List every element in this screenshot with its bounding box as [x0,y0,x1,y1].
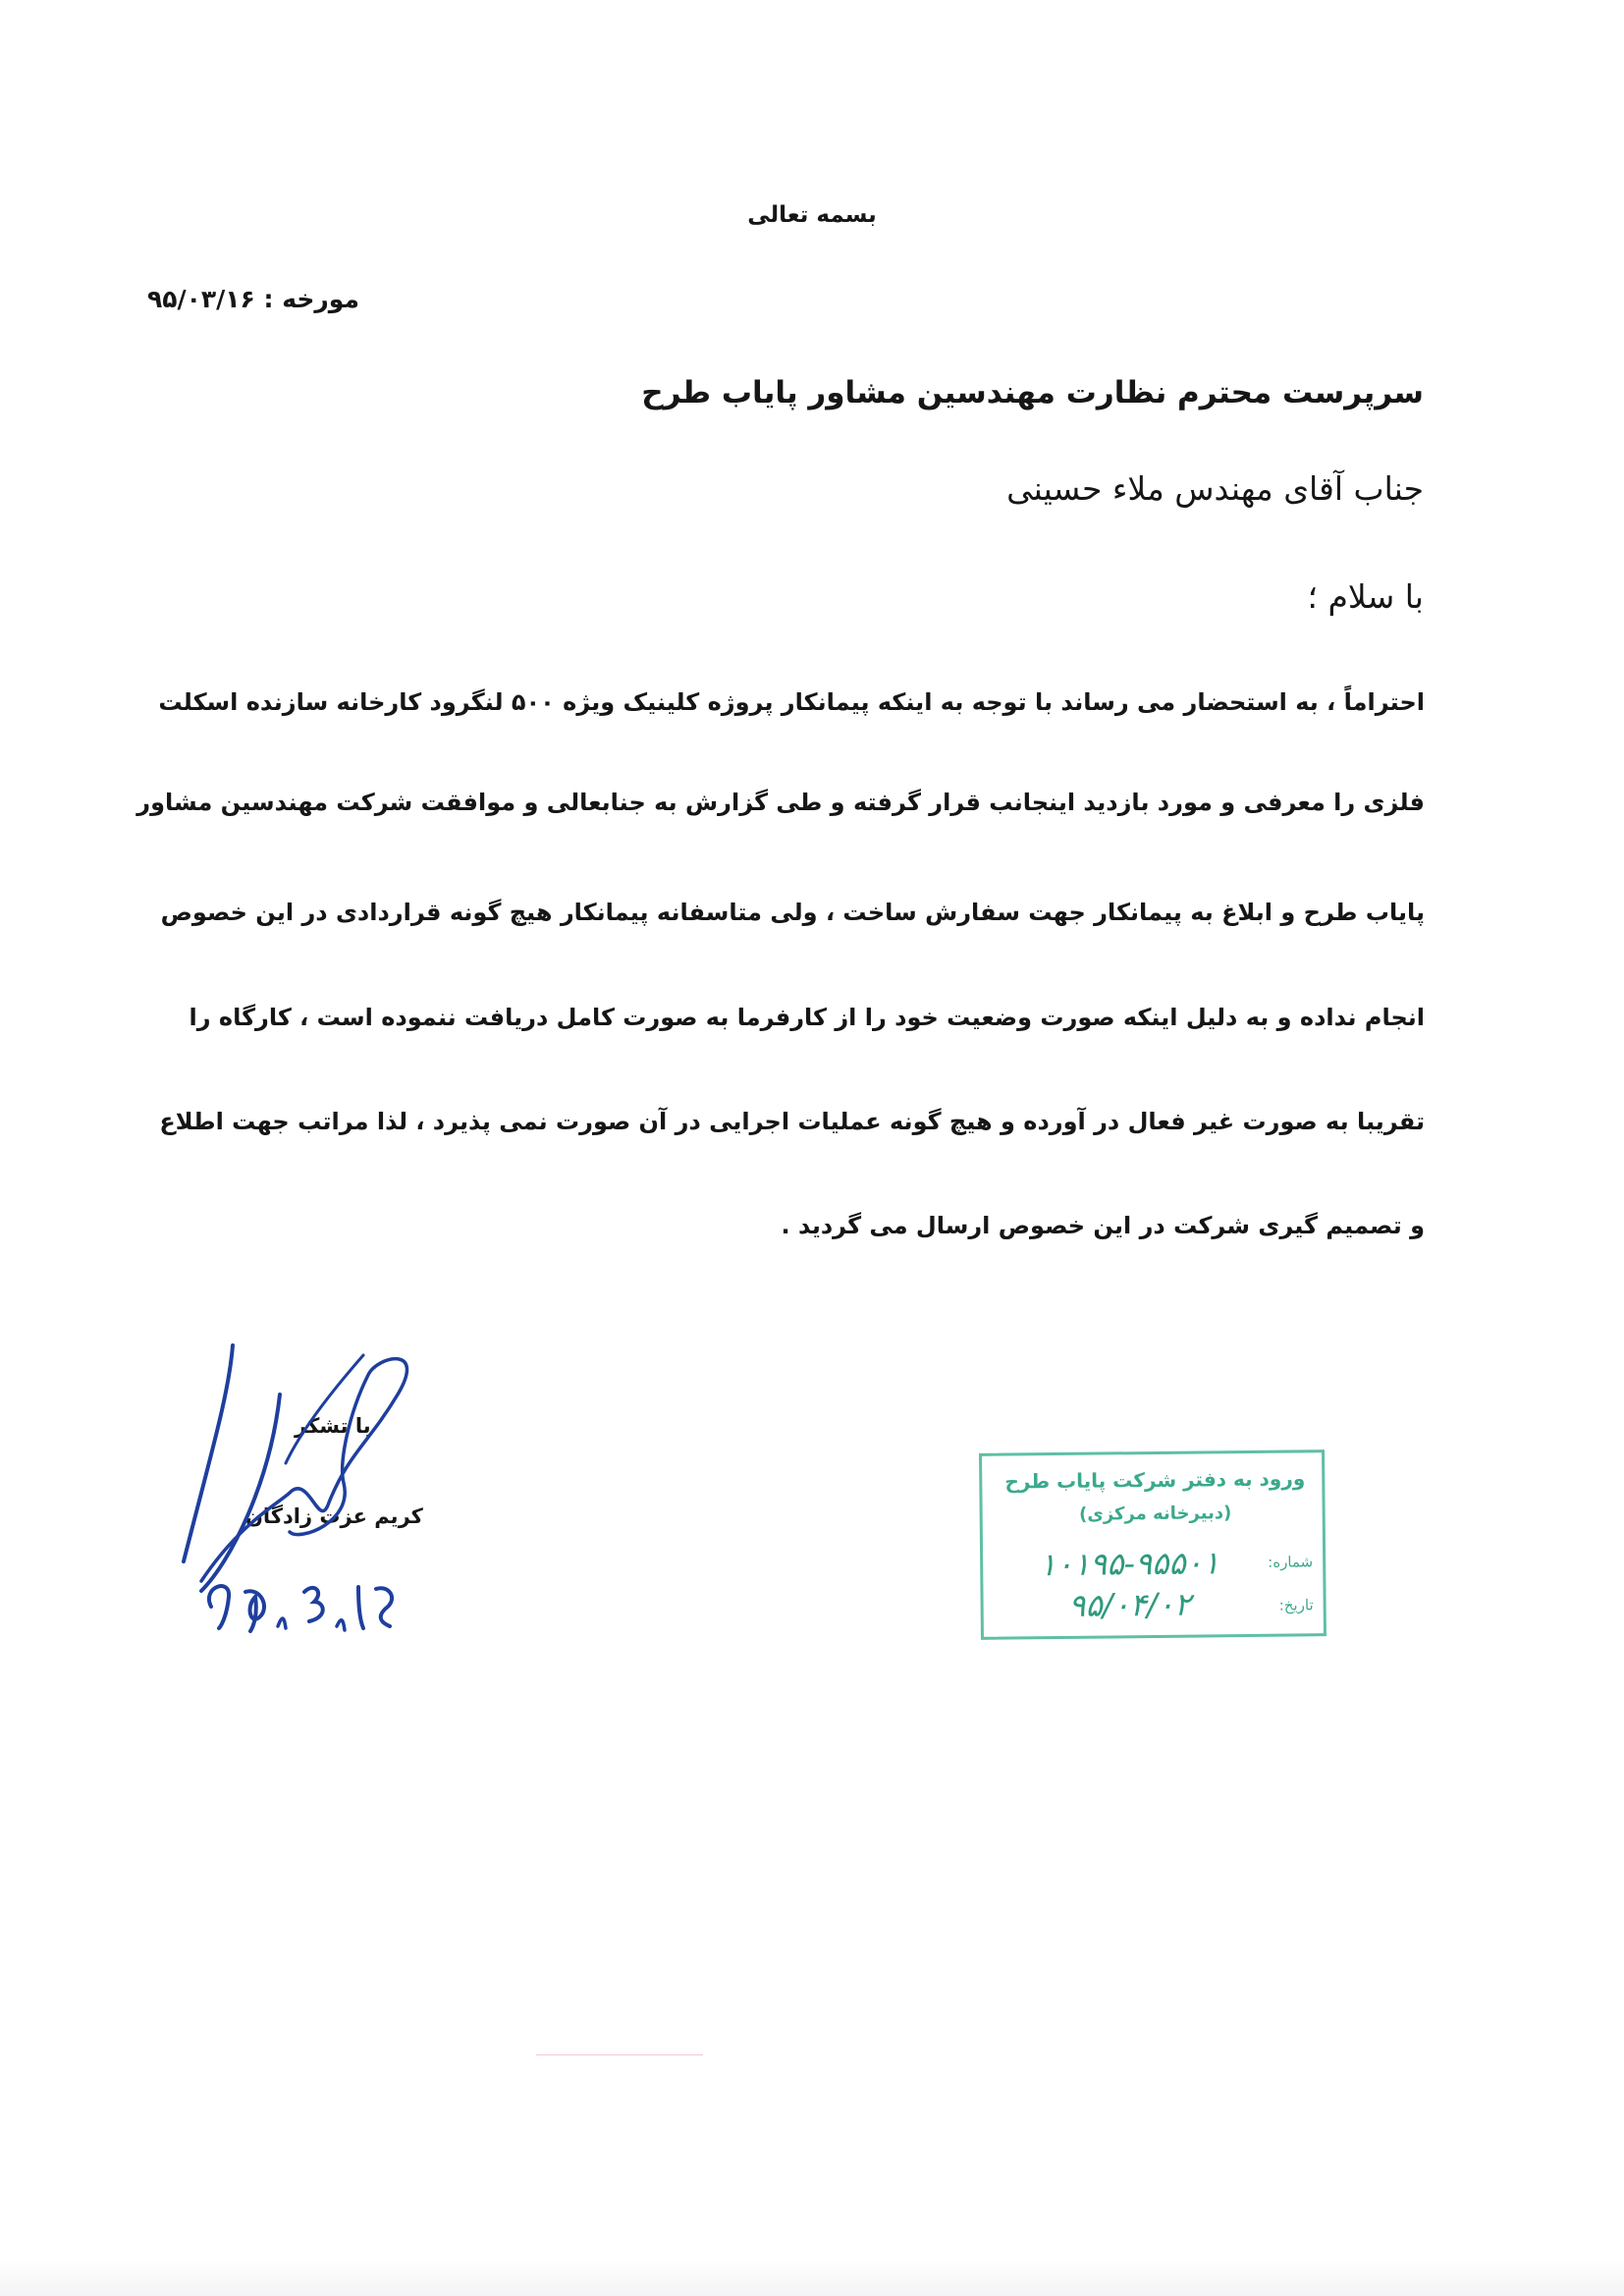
recipient-title: سرپرست محترم نظارت مهندسین مشاور پایاب طرح [641,375,1424,410]
stamp-date-label: تاریخ: [1278,1596,1314,1614]
handwritten-date-mark [201,1567,407,1636]
body-line: فلزی را معرفی و مورد بازدید اینجانب قرار گرفته و طی گزارش به جنابعالی و موافقت شرکت مهندسین مشاور [136,789,1425,816]
registry-stamp [979,1449,1326,1640]
stamp-subtitle: (دبیرخانه مرکزی) [1078,1503,1232,1525]
body-line: احتراماً ، به استحضار می رساند با توجه به اینکه پیمانکار پروژه کلینیک ویژه ۵۰۰ لنگرود کارخانه سازنده اسکلت [158,688,1425,716]
letter-date: مورخه : ۹۵/۰۳/۱۶ [147,285,359,313]
body-line: و تصمیم گیری شرکت در این خصوص ارسال می گردید . [781,1212,1425,1239]
closing-thanks: با تشکر [295,1414,371,1438]
signer-name: کریم عزت زادگان [245,1504,423,1528]
scan-edge [0,2259,1624,2296]
greeting: با سلام ؛ [1307,577,1424,616]
stamp-date-value: ۹۵/۰۴/۰۲ [1068,1585,1192,1624]
recipient-name: جناب آقای مهندس ملاء حسینی [1006,469,1424,508]
invocation-heading: بسمه تعالی [747,202,877,228]
stamp-number-value: ۱۰۱۹۵-۹۵۵۰۱ [1039,1544,1220,1584]
stamp-number-label: شماره: [1268,1553,1314,1571]
body-line: پایاب طرح و ابلاغ به پیمانکار جهت سفارش ساخت ، ولی متاسفانه پیمانکار هیچ گونه قراردادی در این خصوص [160,899,1425,926]
body-line: تقریبا به صورت غیر فعال در آورده و هیچ گونه عملیات اجرایی در آن صورت نمی پذیرد ، لذا مراتب جهت اطلاع [159,1108,1425,1135]
body-line: انجام نداده و به دلیل اینکه صورت وضعیت خود را از کارفرما به صورت کامل دریافت ننموده است ، کارگاه را [189,1004,1425,1031]
faint-mark [536,2054,703,2055]
stamp-title: ورود به دفتر شرکت پایاب طرح [1004,1466,1306,1494]
